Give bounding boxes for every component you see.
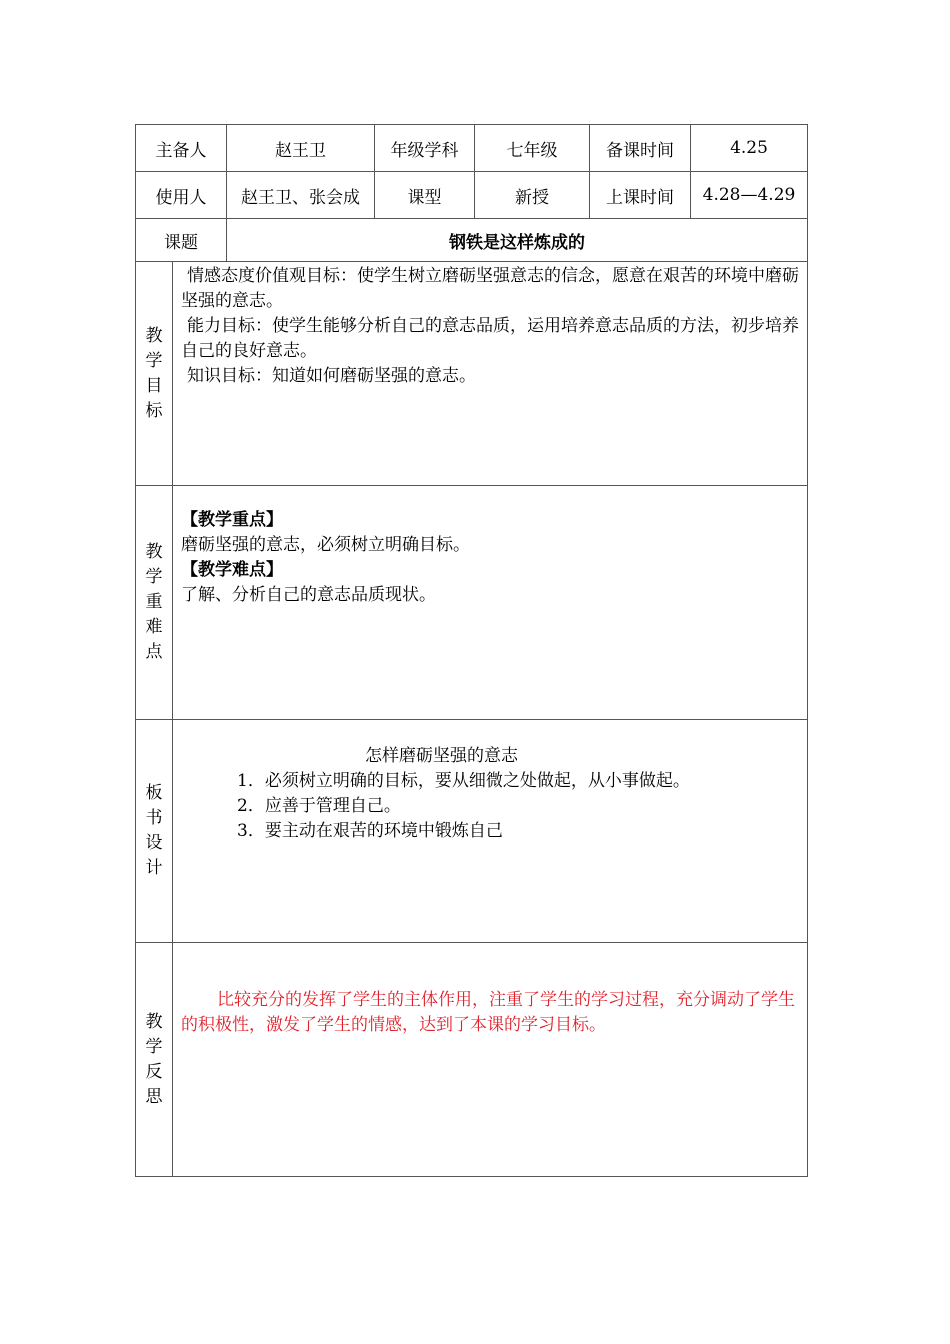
objectives-row	[136, 262, 808, 486]
user-label: 使用人	[136, 172, 227, 219]
header-row-1	[136, 125, 808, 172]
type-value: 新授	[475, 172, 590, 219]
board-item-1: 1．必须树立明确的目标，要从细微之处做起，从小事做起。	[237, 771, 690, 791]
type-label: 课型	[375, 172, 475, 219]
board-title: 怎样磨砺坚强的意志	[365, 746, 518, 766]
prep-time-label: 备课时间	[590, 125, 691, 172]
objectives-content	[173, 262, 808, 486]
topic-label: 课题	[136, 219, 227, 262]
board-design-content	[173, 720, 808, 943]
topic-value: 钢铁是这样炼成的	[227, 219, 808, 262]
objectives-label: 教 学 目 标	[136, 262, 173, 486]
users-value: 赵王卫、张会成	[227, 172, 375, 219]
difficulty-heading: 【教学难点】	[181, 560, 283, 580]
objective-knowledge: 知识目标：知道如何磨砺坚强的意志。	[187, 366, 476, 386]
preparer-label: 主备人	[136, 125, 227, 172]
reflection-label: 教 学 反 思	[136, 943, 173, 1177]
class-time-value: 4.28—4.29	[691, 172, 808, 219]
difficulty-text: 了解、分析自己的意志品质现状。	[181, 585, 436, 605]
lesson-plan-table	[135, 124, 808, 1177]
prep-time-value: 4.25	[691, 125, 808, 172]
board-design-label: 板 书 设 计	[136, 720, 173, 943]
objective-attitude: 情感态度价值观目标：使学生树立磨砺坚强意志的信念，愿意在艰苦的环境中磨砺坚强的意志。	[181, 266, 799, 311]
topic-row	[136, 219, 808, 262]
focus-heading: 【教学重点】	[181, 510, 283, 530]
class-time-label: 上课时间	[590, 172, 691, 219]
header-row-2	[136, 172, 808, 219]
board-design-row	[136, 720, 808, 943]
board-item-3: 3．要主动在艰苦的环境中锻炼自己	[237, 821, 503, 841]
key-points-content	[173, 486, 808, 720]
preparer-value: 赵王卫	[227, 125, 375, 172]
key-points-row	[136, 486, 808, 720]
reflection-content	[173, 943, 808, 1177]
grade-subject-label: 年级学科	[375, 125, 475, 172]
reflection-row	[136, 943, 808, 1177]
grade-subject-value: 七年级	[475, 125, 590, 172]
key-points-label: 教 学 重 难 点	[136, 486, 173, 720]
board-item-2: 2．应善于管理自己。	[237, 796, 401, 816]
reflection-text: 比较充分的发挥了学生的主体作用，注重了学生的学习过程，充分调动了学生的积极性，激发了学生的情感，达到了本课的学习目标。	[181, 990, 795, 1035]
focus-text: 磨砺坚强的意志，必须树立明确目标。	[181, 535, 470, 555]
objective-ability: 能力目标：使学生能够分析自己的意志品质，运用培养意志品质的方法，初步培养自己的良好意志。	[181, 316, 799, 361]
